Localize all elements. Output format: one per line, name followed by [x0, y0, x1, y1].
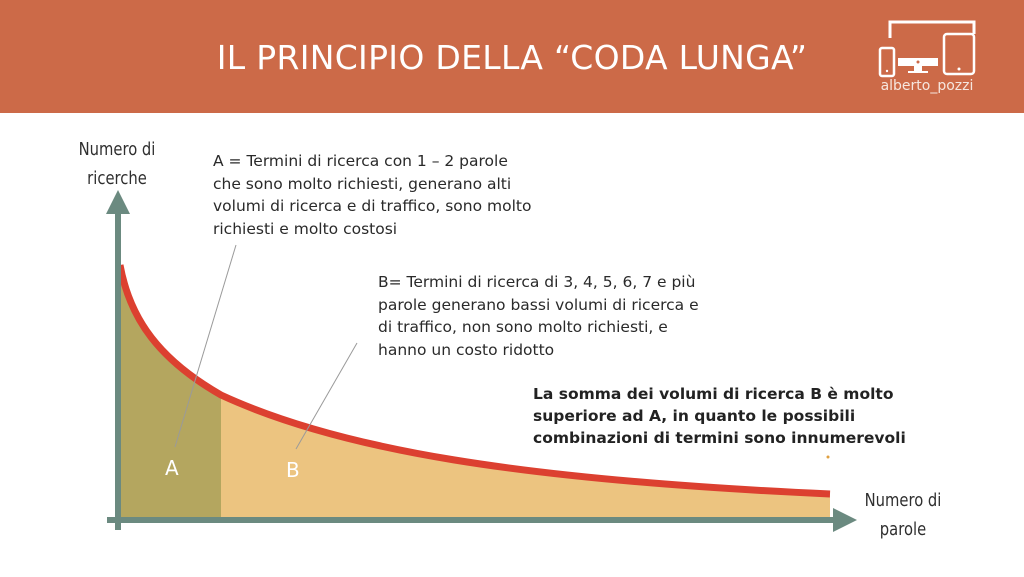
y-axis-arrow-icon — [106, 190, 130, 214]
x-axis-label: Numero di parole — [864, 490, 942, 540]
annotation-a: A = Termini di ricerca con 1 – 2 parole che sono molto richiesti, generano alti volumi di ricerca e di traffico, sono molto richiesti e molto costosi — [213, 152, 532, 238]
summary-note: La somma dei volumi di ricerca B è molto superiore ad A, in quanto le possibili combinazioni di termini sono innumerevoli — [533, 385, 906, 447]
region-a-label: A — [165, 456, 179, 480]
region-b-label: B — [286, 458, 300, 482]
x-axis-arrow-icon — [833, 508, 857, 532]
y-axis-label: Numero di ricerche — [78, 139, 156, 189]
logo-text: alberto_pozzi — [880, 78, 974, 94]
annotation-b: B= Termini di ricerca di 3, 4, 5, 6, 7 e più parole generano bassi volumi di ricerca e di traffico, non sono molto richiesti, e hanno un costo ridotto — [378, 273, 699, 359]
page-title: IL PRINCIPIO DELLA “CODA LUNGA” — [216, 38, 808, 77]
